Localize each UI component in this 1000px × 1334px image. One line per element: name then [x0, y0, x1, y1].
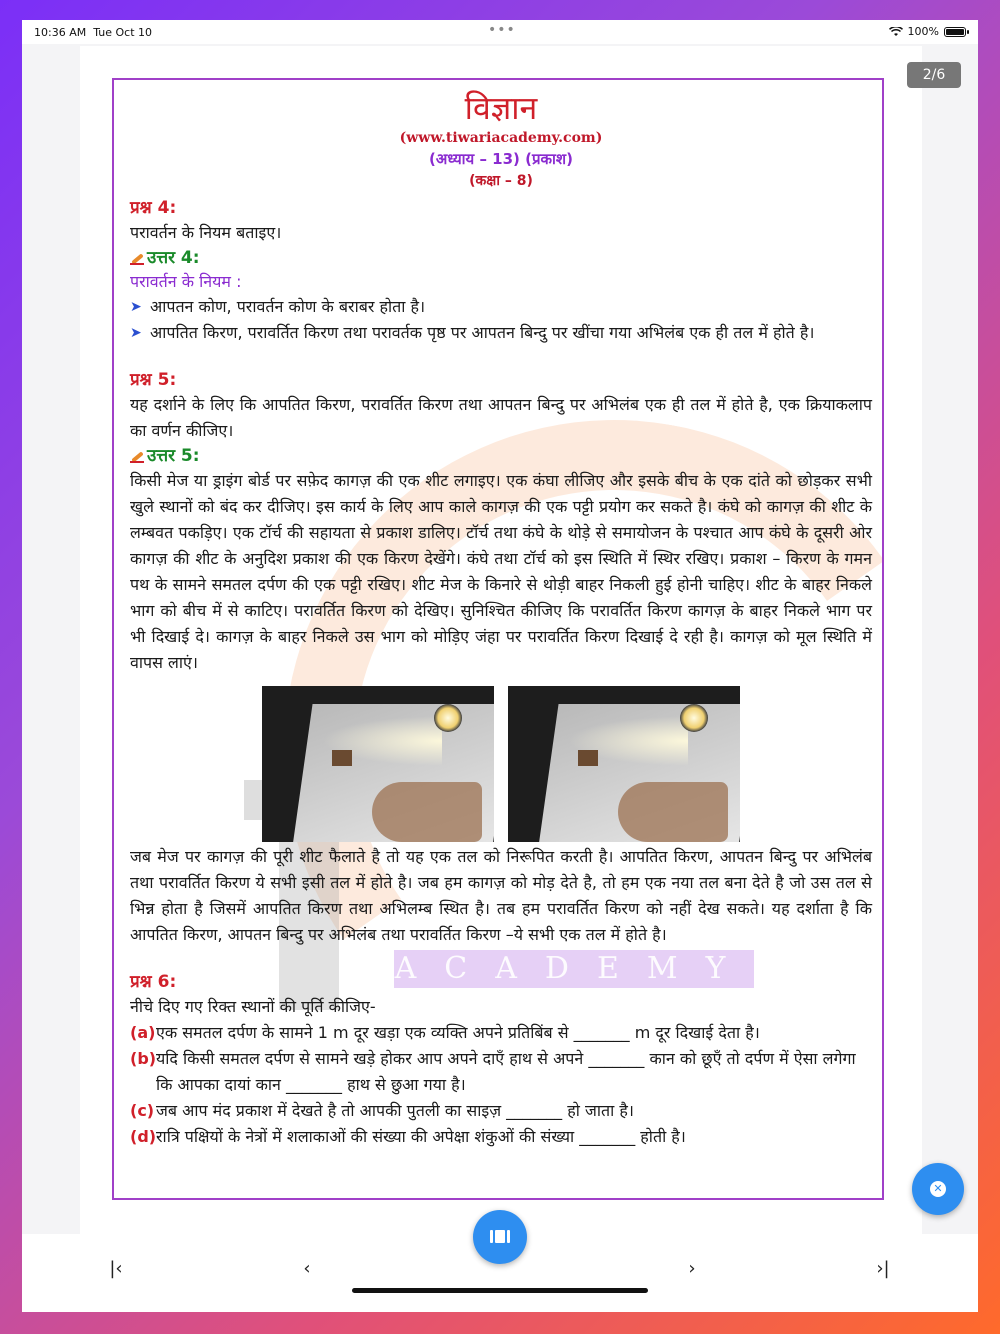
question-6-label: प्रश्न 6:: [130, 972, 177, 992]
list-item: (d) रात्रि पक्षियों के नेत्रों में शलाकाओं की संख्या की अपेक्षा शंकुओं की संख्या _______ होती है।: [130, 1127, 686, 1146]
page-content: [130, 86, 872, 1150]
page-counter-badge: 2/6: [907, 62, 961, 88]
battery-icon: [944, 27, 966, 37]
first-page-button[interactable]: |‹: [109, 1258, 123, 1279]
question-6-text: नीचे दिए गए रिक्त स्थानों की पूर्ति कीजिए-: [130, 997, 376, 1016]
activity-photos: [130, 686, 872, 842]
reader-mode-button[interactable]: [473, 1210, 527, 1264]
device-screen: [22, 20, 978, 1312]
last-page-button[interactable]: ›|: [876, 1258, 890, 1279]
answer-5-paragraph-2: जब मेज पर कागज़ की पूरी शीट फैलाते है तो यह एक तल को निरूपित करती है। आपतित किरण, आपतन बिन्दु पर अभिलंब तथा परावर्तित किरण ये सभी इसी तल में होते है। जब हम कागज़ को मोड़ देते है, तो हम एक नया तल बना देते है जो उस तल से भिन्न होता है जिसमें आपतित किरण तथा अभिलम्ब स्थित है। तब हम परावर्तित किरण को नहीं देख सकते। यह दर्शाता है कि आपतित किरण, आपतन बिन्दु पर अभिलंब तथा परावर्तित किरण –ये सभी एक तल में होते है।: [130, 847, 872, 944]
list-item: (a) एक समतल दर्पण के सामने 1 m दूर खड़ा एक व्यक्ति अपने प्रतिबिंब से _______ m दूर दिखाई देता है।: [130, 1023, 760, 1042]
activity-photo-2: [508, 686, 740, 842]
reader-mode-icon: [490, 1230, 510, 1243]
list-item: (b) यदि किसी समतल दर्पण से सामने खड़े होकर आप अपने दाएँ हाथ से अपने _______ कान को छूएँ तो दर्पण में ऐसा लगेगा कि आपका दायां कान _______ हाथ से छुआ गया है।: [130, 1049, 856, 1094]
page-title: विज्ञान: [464, 89, 538, 127]
multitask-dots-icon[interactable]: •••: [488, 22, 516, 38]
question-5-label: प्रश्न 5:: [130, 370, 177, 390]
question-5-text: यह दर्शाने के लिए कि आपतित किरण, परावर्तित किरण तथा आपतन बिन्दु पर अभिलंब एक ही तल में होते है, एक क्रियाकलाप का वर्णन कीजिए।: [130, 395, 872, 440]
status-time: 10:36 AM Tue Oct 10: [34, 26, 153, 39]
status-bar: [22, 20, 978, 44]
arrow-bullet-icon: ➤: [130, 325, 142, 341]
home-indicator[interactable]: [352, 1288, 648, 1293]
chapter-heading: (अध्याय – 13) (प्रकाश): [429, 150, 573, 168]
pen-icon: [130, 449, 144, 463]
question-4-text: परावर्तन के नियम बताइए।: [130, 223, 282, 242]
answer-5-paragraph-1: किसी मेज या ड्राइंग बोर्ड पर सफ़ेद कागज़ की एक शीट लगाइए। एक कंघा लीजिए और इसके बीच के एक दांते को छोड़कर सभी खुले स्थानों को बंद कर दीजिए। इस कार्य के लिए आप काले कागज़ की एक पट्टी प्रयोग कर सकते है। कंघे को कागज़ की शीट के लम्बवत पकड़िए। एक टॉर्च की सहायता से प्रकाश डालिए। टॉर्च तथा कंघे के थोड़े से समायोजन के पश्चात आप कंघे के दूसरी ओर कागज़ की शीट के अनुदिश प्रकाश की एक किरण देखेंगे। कंघे तथा टॉर्च को इस स्थिति में स्थिर रखिए। प्रकाश – किरण के गमन पथ के सामने समतल दर्पण की एक पट्टी रखिए। शीट मेज के किनारे से थोड़ी बाहर निकली हुई होनी चाहिए। शीट के बाहर निकले भाग को बीच में से काटिए। परावर्तित किरण को देखिए। सुनिश्चित कीजिए कि परावर्तित किरण कागज़ के बाहर निकले भाग पर भी दिखाई दे। कागज़ के बाहर निकले उस भाग को मोड़िए जंहा पर परावर्तित किरण दिखाई दे रही है। कागज़ को मूल स्थिति में वापस लाएं।: [130, 471, 872, 672]
site-url: (www.tiwariacademy.com): [399, 130, 603, 146]
wifi-icon: [889, 27, 903, 37]
previous-page-button[interactable]: ‹: [303, 1258, 311, 1279]
status-right: [889, 25, 966, 38]
pdf-page[interactable]: [80, 46, 922, 1240]
next-page-button[interactable]: ›: [688, 1258, 696, 1279]
answer-5-label: उत्तर 5:: [130, 444, 872, 468]
battery-percent: 100%: [907, 25, 939, 38]
pen-icon: [130, 251, 144, 265]
close-icon: ✕: [930, 1181, 946, 1197]
page-border-frame: [112, 78, 884, 1200]
list-item: (c) जब आप मंद प्रकाश में देखते है तो आपकी पुतली का साइज़ _______ हो जाता है।: [130, 1101, 634, 1120]
question-4-label: प्रश्न 4:: [130, 198, 177, 218]
list-item: ➤ आपतित किरण, परावर्तित किरण तथा परावर्तक पृष्ठ पर आपतन बिन्दु पर खींचा गया अभिलंब एक ही तल में होते है।: [130, 320, 872, 346]
close-button[interactable]: [912, 1163, 964, 1215]
arrow-bullet-icon: ➤: [130, 299, 142, 315]
laws-subheading: परावर्तन के नियम :: [130, 272, 242, 291]
list-item: ➤ आपतन कोण, परावर्तन कोण के बराबर होता है।: [130, 294, 872, 320]
watermark-academy-text: ACADEMY: [394, 951, 754, 986]
activity-photo-1: [262, 686, 494, 842]
answer-4-label: उत्तर 4:: [130, 246, 872, 270]
class-heading: (कक्षा – 8): [469, 173, 533, 189]
